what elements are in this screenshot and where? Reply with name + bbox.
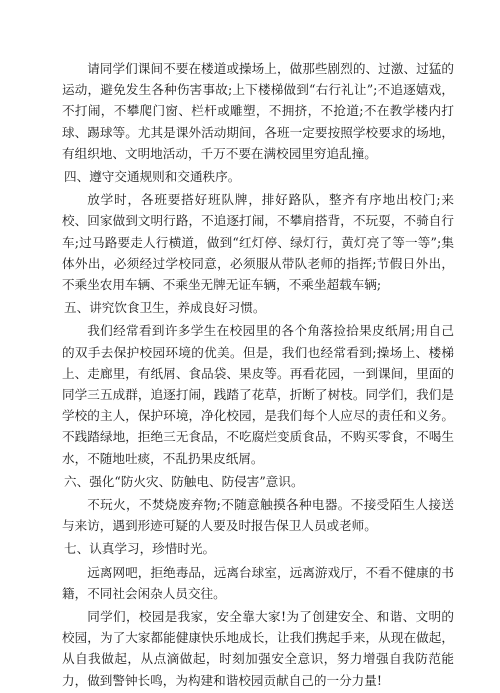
paragraph-fire-safety: 不玩火，不焚烧废弃物;不随意触摸各种电器。不接受陌生人接送与来访，遇到形迹可疑的人要及时报告保卫人员或老师。 <box>62 497 454 534</box>
paragraph-study: 远离网吧，拒绝毒品，远离台球室，远离游戏厅，不看不健康的书籍，不同社会闲杂人员交往。 <box>62 564 454 601</box>
heading-fire-electric-safety: 六、强化“防火灾、防触电、防侵害”意识。 <box>64 473 304 489</box>
heading-food-hygiene: 五、讲究饮食卫生，养成良好习惯。 <box>64 300 266 316</box>
paragraph-traffic: 放学时，各班要搭好班队牌，排好路队，整齐有序地出校门;来校、回家做到文明行路，不追逐打闹，不攀肩搭背，不玩耍，不骑自行车;过马路要走人行横道，做到“红灯停、绿灯行，黄灯亮了等一等”;集体外出，必须经过学校同意，必须服从带队老师的指挥;节假日外出，不乘坐农用车辆、不乘坐无牌无证车辆，不乘坐超载车辆; <box>62 192 454 293</box>
paragraph-closing: 同学们，校园是我家，安全靠大家!为了创建安全、和谐、文明的校园，为了大家都能健康快乐地成长，让我们携起手来，从现在做起，从自我做起，从点滴做起，时刻加强安全意识，努力增强自我防范能力，做到警钟长鸣，为构建和谐校园贡献自己的一分力量! <box>62 609 454 688</box>
paragraph-safety-recess: 请同学们课间不要在楼道或操场上，做那些剧烈的、过激、过猛的运动，避免发生各种伤害事故;上下楼梯做到“右行礼让”;不追逐嬉戏，不打闹，不攀爬门窗、栏杆或雕塑，不拥挤，不抢道;不在教学楼内打球、踢球等。尤其是课外活动期间，各班一定要按照学校要求的场地，有组织地、文明地活动，千万不要在满校园里穷追乱撞。 <box>62 61 454 161</box>
paragraph-hygiene: 我们经常看到许多学生在校园里的各个角落捡拾果皮纸屑;用自己的双手去保护校园环境的优美。但是，我们也经常看到;操场上、楼梯上、走廊里，有纸屑、食品袋、果皮等。再看花园，一到课间，里面的同学三五成群，追逐打闹，践踏了花草，折断了树枝。同学们，我们是学校的主人，保护环境，净化校园，是我们每个人应尽的责任和义务。不践踏绿地，拒绝三无食品，不吃腐烂变质食品，不购买零食，不喝生水，不随地吐痰，不乱扔果皮纸屑。 <box>62 323 454 466</box>
heading-study: 七、认真学习，珍惜时光。 <box>64 541 216 557</box>
heading-traffic-rules: 四、遵守交通规则和交通秩序。 <box>64 169 241 185</box>
document-body <box>62 58 454 693</box>
